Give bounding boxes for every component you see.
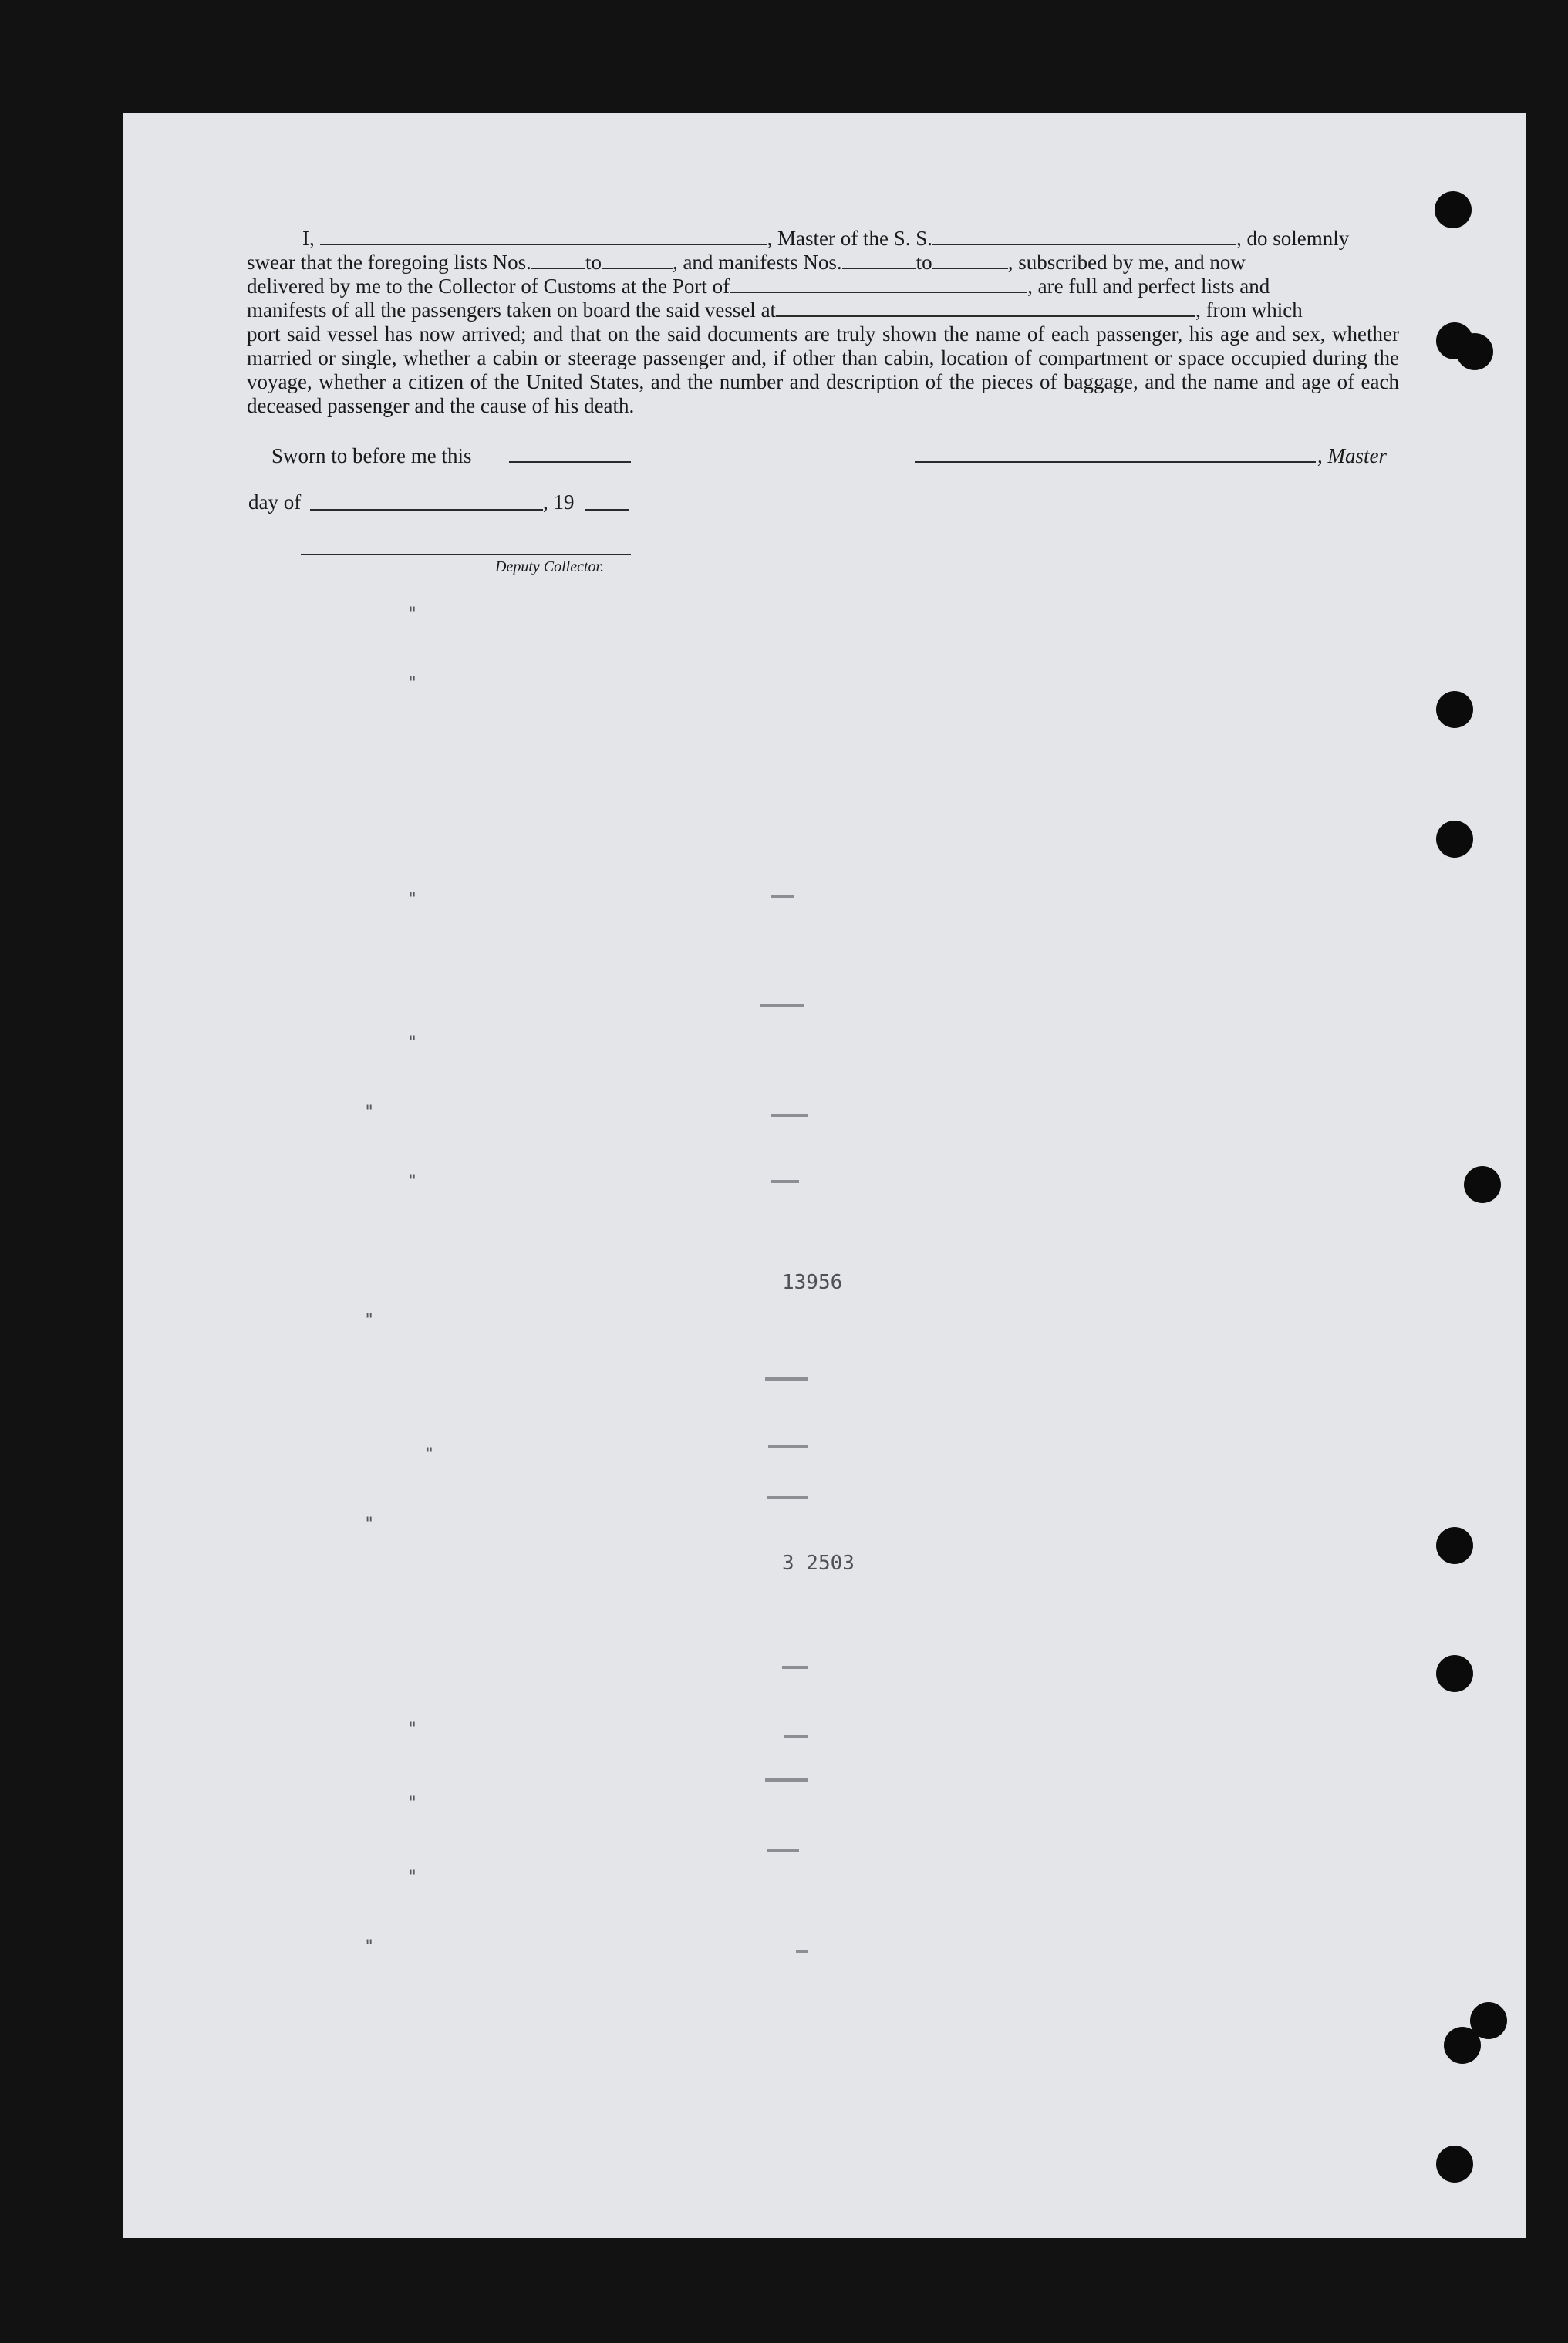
- ditto-mark: ": [407, 890, 418, 909]
- stamped-number: 3 2503: [782, 1552, 855, 1575]
- binder-hole-11: [1436, 2146, 1473, 2183]
- binder-hole-4: [1436, 691, 1473, 728]
- deputy-signature-line: [301, 554, 631, 555]
- binder-hole-6: [1464, 1166, 1501, 1203]
- day-of-text: day of: [248, 491, 302, 514]
- day-of-blank: [310, 509, 543, 511]
- oath-body: port said vessel has now arrived; and that on the said documents are truly shown the name of each passenger, his age and sex, whether married or single, whether a cabin or steerage passenger and, if other than cabin, location of compartment or space occupied during the voyage, whether a citizen of the United States, and the number and description of the pieces of baggage, and the name and age of each deceased passenger and the cause of his death.: [247, 322, 1399, 417]
- bleed-through-mark: [760, 1004, 804, 1007]
- ditto-mark: ": [407, 1720, 418, 1739]
- binder-hole-7: [1436, 1527, 1473, 1564]
- bleed-through-mark: [765, 1377, 808, 1381]
- embark-port-blank: [776, 300, 1195, 317]
- ditto-mark: ": [407, 1868, 418, 1887]
- bleed-through-mark: [765, 1778, 808, 1782]
- manifest-from-blank: [842, 252, 916, 269]
- port-blank: [730, 276, 1027, 293]
- ditto-mark: ": [407, 1172, 418, 1192]
- ditto-mark: ": [364, 1103, 375, 1122]
- list-from-blank: [531, 252, 585, 269]
- bleed-through-mark: [796, 1950, 808, 1953]
- ditto-mark: ": [424, 1445, 435, 1465]
- bleed-through-mark: [768, 1445, 808, 1448]
- bleed-through-mark: [771, 1180, 799, 1183]
- bleed-through-mark: [771, 895, 794, 898]
- ditto-mark: ": [407, 605, 418, 624]
- ditto-mark: ": [364, 1515, 375, 1534]
- binder-hole-8: [1436, 1655, 1473, 1692]
- stamped-number: 13956: [782, 1271, 843, 1294]
- year-prefix: , 19: [543, 491, 575, 514]
- ditto-mark: ": [364, 1937, 375, 1957]
- master-signature-line: [915, 461, 1316, 463]
- bleed-through-mark: [767, 1496, 808, 1499]
- binder-hole-1: [1435, 191, 1472, 228]
- year-blank: [585, 509, 629, 511]
- ship-name-blank: [932, 228, 1236, 245]
- manifest-to-blank: [932, 252, 1008, 269]
- ditto-mark: ": [407, 674, 418, 693]
- ditto-mark: ": [407, 1794, 418, 1813]
- sworn-date-blank: [509, 461, 631, 463]
- oath-i: I,: [302, 227, 315, 250]
- list-to-blank: [602, 252, 673, 269]
- binder-hole-5: [1436, 821, 1473, 858]
- binder-hole-3: [1456, 333, 1493, 370]
- master-label: , Master: [1317, 444, 1387, 467]
- ditto-mark: ": [407, 1033, 418, 1053]
- bleed-through-mark: [784, 1735, 808, 1738]
- document-page: [123, 113, 1526, 2238]
- sworn-text: Sworn to before me this: [271, 444, 472, 467]
- ditto-mark: ": [364, 1311, 375, 1330]
- binder-hole-10: [1470, 2002, 1507, 2039]
- deputy-collector-label: Deputy Collector.: [495, 558, 605, 575]
- bleed-through-mark: [771, 1114, 808, 1117]
- oath-paragraph: I, , Master of the S. S. , do solemnly swear that the foregoing lists Nos. to , and manifests Nos. to , subscribed by me, and now delivered by me to the Collector of Customs at the Port of , are full and perfect lists and manifests of all the passengers taken on board the said vessel at , from which port said vessel has now arrived; and that on the said documents are truly shown the name of each passenger, his age and sex, whether married or single, whether a cabin or steerage passenger and, if other than cabin, location of compartment or space occupied during the voyage, whether a citizen of the United States, and the number and description of the pieces of baggage, and the name and age of each deceased passenger and the cause of his death.: [247, 227, 1399, 417]
- master-name-blank: [320, 228, 767, 245]
- bleed-through-mark: [767, 1849, 799, 1852]
- bleed-through-mark: [782, 1666, 808, 1669]
